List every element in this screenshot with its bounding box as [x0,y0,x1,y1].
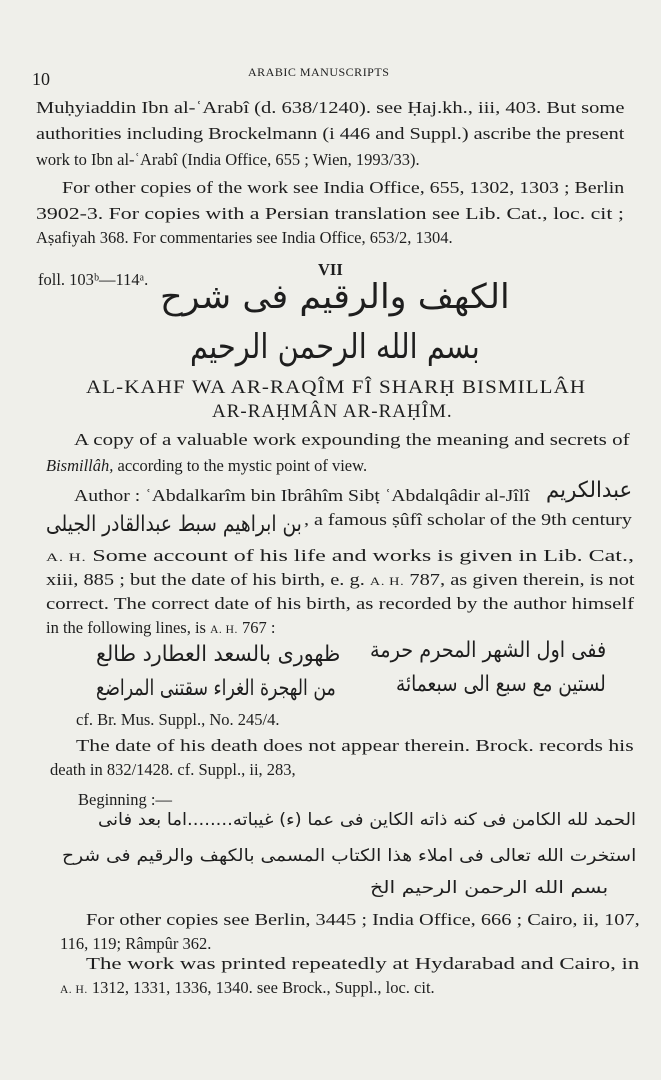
entry-title-line-1: AL-KAHF WA AR-RAQÎM FÎ SHARḤ BISMILLÂH [86,377,587,398]
ah-abbrev: A. H. [60,984,88,996]
description-line-6-b: 767 : [237,618,276,637]
cf-reference: cf. Br. Mus. Suppl., No. 245/4. [76,710,280,729]
ah-abbrev: A. H. [369,576,405,588]
verse-1-right: ففى اول الشهر المحرم حرمة [370,638,607,663]
intro-line-4: For other copies of the work see India Office, 655, 1302, 1303 ; Berlin [62,178,625,197]
other-copies-line-3: The work was printed repeatedly at Hydarabad and Cairo, in [86,954,640,973]
author-arabic-1: عبدالكريم [546,478,633,503]
description-line-3-rest: Some account of his life and works is given in Lib. Cat., [86,546,634,565]
beginning-arabic-1: الحمد لله الكامن فى كنه ذاته الكاين فى عما (ء) غيباته........اما بعد فانى [98,810,636,830]
other-copies-line-2: 116, 119; Râmpûr 362. [60,934,212,953]
bismillah-term: Bismillâh, [46,456,114,475]
author-line [74,488,530,505]
folio-reference: foll. 103ᵇ—114ᵃ. [38,270,149,289]
ah-abbrev: A. H. [46,552,87,564]
other-copies-line-4-rest: 1312, 1331, 1336, 1340. see Brock., Suppl., loc. cit. [87,978,435,997]
death-line-2: death in 832/1428. cf. Suppl., ii, 283, [50,760,296,779]
running-title: ARABIC MANUSCRIPTS [248,65,390,79]
beginning-arabic-3: بسم الله الرحمن الرحيم الخ [370,878,609,898]
author-name: ʿAbdalkarîm bin Ibrâhîm Sibṭ ʿAbdalqâdir al-Jîlî [145,486,530,505]
intro-line-3: work to Ibn al-ʿArabî (India Office, 655 ; Wien, 1993/33). [36,150,420,169]
description-line-3 [46,548,634,565]
other-copies-line-4 [60,980,435,997]
author-arabic-2: بن ابراهيم سبط عبدالقادر الجيلى [46,512,302,537]
entry-title-line-2: AR-RAḤMÂN AR-RAḤÎM. [212,401,453,422]
intro-line-2: authorities including Brockelmann (i 446 and Suppl.) ascribe the present [36,124,625,143]
arabic-title-line-2: بسم الله الرحمن الرحيم [190,327,480,367]
verse-2-right: لستين مع سبع الى سبعمائة [396,672,606,697]
page-number: 10 [32,69,50,89]
description-line-2-rest: according to the mystic point of view. [113,456,368,475]
description-line-6-a: in the following lines, is [46,618,211,637]
verse-1-left: ظهورى بالسعد العطارد طالع [96,642,341,667]
verse-2-left: من الهجرة الغراء سقتنى المراضع [96,676,336,701]
other-copies-line-1: For other copies see Berlin, 3445 ; India Office, 666 ; Cairo, ii, 107, [86,910,640,929]
description-line-4-b: 787, as given therein, is not [404,570,635,589]
intro-line-5: 3902-3. For copies with a Persian translation see Lib. Cat., loc. cit ; [36,204,624,223]
description-line-4 [46,572,635,589]
entry-number: VII [318,260,343,279]
beginning-label: Beginning :— [78,790,172,809]
death-line-1: The date of his death does not appear therein. Brock. records his [76,736,634,755]
author-line-2-rest: , a famous ṣûfî scholar of the 9th century [304,510,632,529]
description-line-4-a: xiii, 885 ; but the date of his birth, e. g. [46,570,370,589]
description-line-2 [46,458,367,475]
description-line-1: A copy of a valuable work expounding the meaning and secrets of [74,430,630,449]
description-line-6 [46,620,275,637]
intro-line-1: Muḥyiaddin Ibn al-ʿArabî (d. 638/1240). see Ḥaj.kh., iii, 403. But some [36,98,625,117]
author-label: Author : [74,486,146,505]
beginning-arabic-2: استخرت الله تعالى فى املاء هذا الكتاب المسمى بالكهف والرقيم فى شرح [62,846,637,866]
description-line-5: correct. The correct date of his birth, as recorded by the author himself [46,594,635,613]
arabic-title-line-1: الكهف والرقيم فى شرح [160,277,510,317]
intro-line-6: Aṣafiyah 368. For commentaries see India Office, 653/2, 1304. [36,228,453,247]
ah-abbrev: A. H. [210,624,238,636]
